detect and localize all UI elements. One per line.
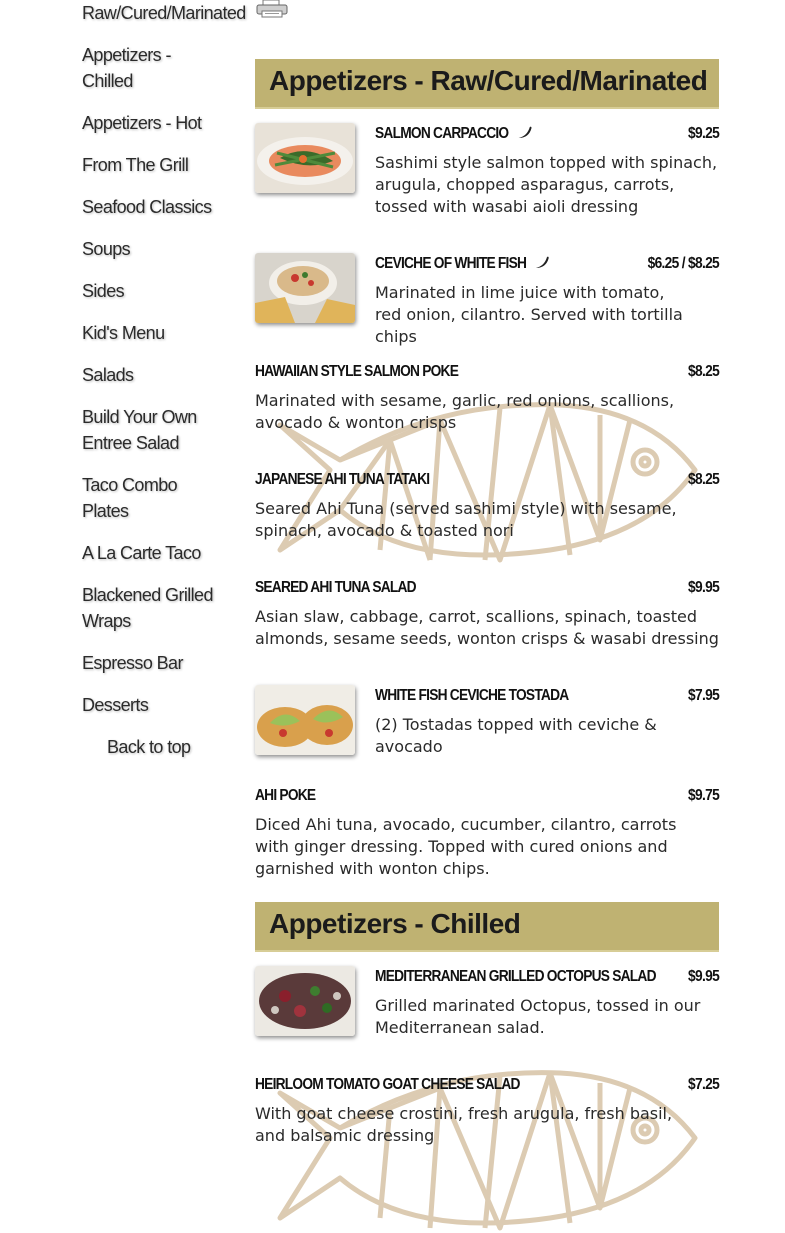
chili-pepper-icon: [517, 125, 532, 139]
item-price: $8.25: [687, 363, 719, 380]
item-description: Seared Ahi Tuna (served sashimi style) with sesame, spinach, avocado & toasted nori: [255, 499, 677, 540]
back-to-top-link[interactable]: Back to top: [107, 737, 191, 757]
printer-icon[interactable]: [256, 0, 288, 18]
sidebar-item-seafood-classics[interactable]: Seafood Classics: [82, 197, 212, 217]
item-description: Marinated in lime juice with tomato, red onion, cilantro. Served with tortilla chips: [375, 283, 683, 346]
dish-photo[interactable]: [255, 253, 355, 323]
dish-photo[interactable]: [255, 685, 355, 755]
item-name: MEDITERRANEAN GRILLED OCTOPUS SALAD: [375, 968, 656, 985]
sidebar-item-raw-cured-marinated[interactable]: Raw/Cured/Marinated: [82, 3, 246, 23]
sidebar-item-soups[interactable]: Soups: [82, 239, 131, 259]
dish-photo[interactable]: [255, 123, 355, 193]
item-description: Sashimi style salmon topped with spinach, arugula, chopped asparagus, carrots, tossed with wasabi aioli dressing: [375, 153, 718, 216]
item-name: SALMON CARPACCIO: [375, 125, 532, 143]
item-description: With goat cheese crostini, fresh arugula, fresh basil, and balsamic dressing: [255, 1104, 673, 1145]
item-price: $9.75: [687, 787, 719, 804]
section-header: [255, 902, 719, 952]
item-name: SEARED AHI TUNA SALAD: [255, 579, 416, 596]
sidebar-item-salads[interactable]: Salads: [82, 365, 134, 385]
section-title: Appetizers - Raw/Cured/Marinated: [269, 65, 708, 96]
item-name: HEIRLOOM TOMATO GOAT CHEESE SALAD: [255, 1076, 520, 1093]
section-header: [255, 59, 719, 109]
item-price: $8.25: [687, 471, 719, 488]
sidebar-item-taco-combo-plates[interactable]: Taco Combo Plates: [82, 475, 178, 521]
item-description: Asian slaw, cabbage, carrot, scallions, spinach, toasted almonds, sesame seeds, wonton crisps & wasabi dressing: [255, 607, 719, 648]
sidebar-item-blackened-grilled-wraps[interactable]: Blackened Grilled Wraps: [82, 585, 213, 631]
chili-pepper-icon: [534, 255, 549, 269]
sidebar-item-kids-menu[interactable]: Kid's Menu: [82, 323, 165, 343]
sidebar-item-espresso-bar[interactable]: Espresso Bar: [82, 653, 183, 673]
item-price: $7.25: [687, 1076, 719, 1093]
dish-photo[interactable]: [255, 966, 355, 1036]
sidebar-item-appetizers-hot[interactable]: Appetizers - Hot: [82, 113, 202, 133]
item-name: CEVICHE OF WHITE FISH: [375, 255, 550, 273]
item-name: JAPANESE AHI TUNA TATAKI: [255, 471, 430, 488]
item-description: Grilled marinated Octopus, tossed in our Mediterranean salad.: [375, 996, 701, 1037]
sidebar-item-from-the-grill[interactable]: From The Grill: [82, 155, 189, 175]
sidebar-item-build-your-own-salad[interactable]: Build Your Own Entree Salad: [82, 407, 197, 453]
sidebar-item-appetizers-chilled[interactable]: Appetizers - Chilled: [82, 45, 171, 91]
item-description: Marinated with sesame, garlic, red onions, scallions, avocado & wonton crisps: [255, 391, 675, 432]
item-description: Diced Ahi tuna, avocado, cucumber, cilantro, carrots with ginger dressing. Topped with cured onions and garnished with wonton chips.: [255, 815, 677, 878]
section-title: Appetizers - Chilled: [269, 908, 521, 939]
item-name: AHI POKE: [255, 787, 316, 804]
item-price: $9.95: [687, 968, 719, 985]
item-price: $7.95: [687, 687, 719, 704]
item-price: $9.25: [687, 125, 719, 142]
sidebar-item-desserts[interactable]: Desserts: [82, 695, 149, 715]
item-price: $6.25 / $8.25: [647, 255, 719, 272]
sidebar-item-sides[interactable]: Sides: [82, 281, 125, 301]
item-name: WHITE FISH CEVICHE TOSTADA: [375, 687, 569, 704]
sidebar-item-a-la-carte-taco[interactable]: A La Carte Taco: [82, 543, 201, 563]
item-price: $9.95: [687, 579, 719, 596]
item-description: (2) Tostadas topped with ceviche & avocado: [375, 715, 657, 756]
item-name: HAWAIIAN STYLE SALMON POKE: [255, 363, 459, 380]
